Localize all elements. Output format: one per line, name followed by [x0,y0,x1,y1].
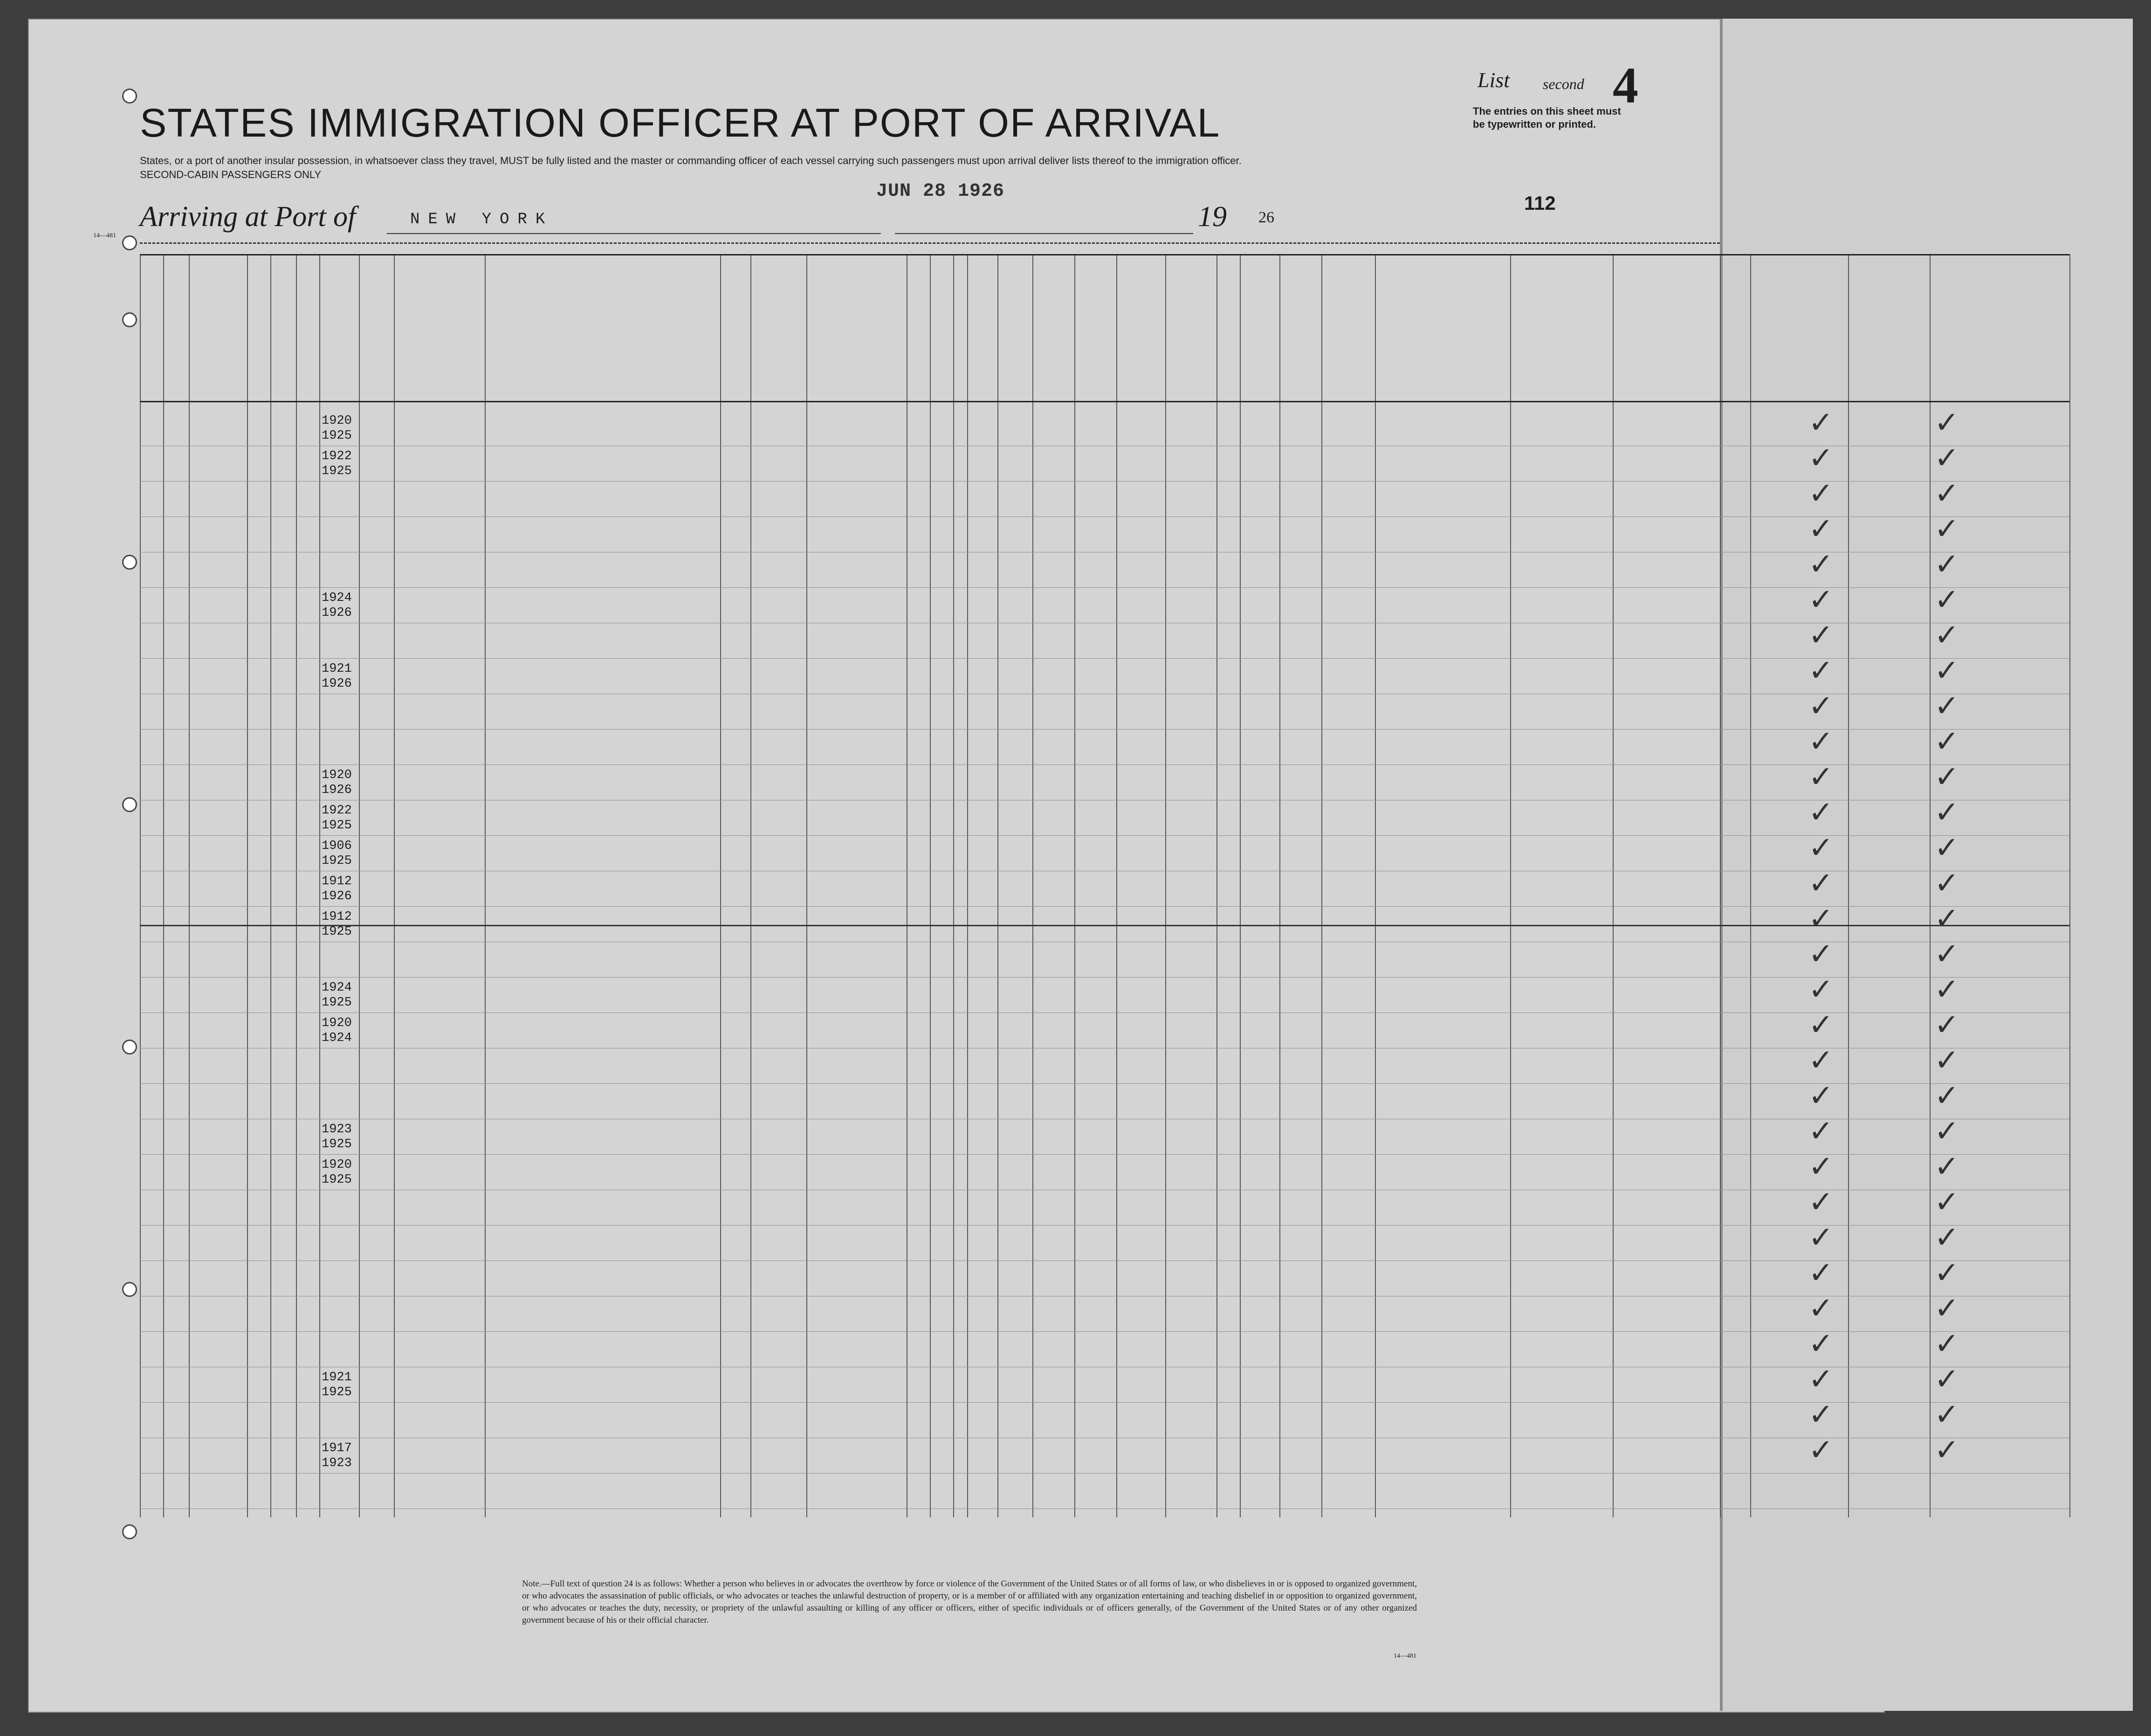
check-mark: ✓ [1808,689,1834,723]
check-mark: ✓ [1934,1220,1959,1255]
check-mark: ✓ [1808,1291,1834,1326]
check-mark: ✓ [1808,866,1834,901]
list-label: List [1478,68,1510,92]
check-mark: ✓ [1808,1362,1834,1397]
check-mark: ✓ [1808,1433,1834,1467]
entries-note [1473,105,1621,131]
check-mark: ✓ [1934,937,1959,971]
visa-sheet [1720,19,2133,1711]
row-rule [140,835,2069,836]
row-rule [140,481,2069,482]
column-divider [720,254,721,1517]
punch-hole [122,1040,137,1054]
entries-line: The entries on this sheet must [1473,105,1621,117]
header-dash [140,242,1720,244]
row-year: 1925 [322,1173,352,1187]
row-year: 1912 [322,910,352,924]
instruction-line: States, or a port of another insular possession, in whatsoever class they travel, MUST be fully listed and the master or commanding officer of each vessel carrying such passengers must upon arrival deliver lists thereof to the immigration officer. [140,155,1242,166]
year-label: 19 [1198,201,1227,233]
check-mark: ✓ [1808,441,1834,475]
check-mark: ✓ [1808,937,1834,971]
check-mark: ✓ [1934,1327,1959,1361]
row-year: 1924 [322,591,352,605]
check-mark: ✓ [1808,512,1834,546]
column-divider [1074,254,1075,1517]
column-divider [930,254,931,1517]
row-year: 1920 [322,414,352,428]
row-year: 1925 [322,925,352,939]
column-divider [1240,254,1241,1517]
date-underline [895,233,1193,234]
row-year: 1925 [322,819,352,833]
arriving-label: Arriving at Port of [140,201,356,233]
row-year: 1926 [322,783,352,797]
check-mark: ✓ [1934,406,1959,440]
column-divider [967,254,968,1517]
check-mark: ✓ [1808,406,1834,440]
struck-line [140,925,2069,926]
check-mark: ✓ [1808,1327,1834,1361]
row-year: 1906 [322,839,352,853]
column-divider [953,254,954,1517]
punch-hole [122,1282,137,1297]
check-mark: ✓ [1808,654,1834,688]
column-divider [1375,254,1376,1517]
page-number: 112 [1524,192,1556,214]
check-mark: ✓ [1808,1043,1834,1078]
check-mark: ✓ [1934,724,1959,759]
check-mark: ✓ [1934,1114,1959,1149]
check-mark: ✓ [1934,512,1959,546]
row-rule [140,1331,2069,1332]
check-mark: ✓ [1808,1114,1834,1149]
row-year: 1926 [322,606,352,620]
check-mark: ✓ [1808,476,1834,511]
column-divider [1750,254,1751,1517]
row-year: 1926 [322,677,352,691]
entries-line: be typewritten or printed. [1473,118,1596,130]
row-year: 1924 [322,1031,352,1045]
punch-hole [122,555,137,570]
check-mark: ✓ [1808,1185,1834,1219]
list-number: 4 [1613,57,1638,114]
punch-hole [122,1524,137,1539]
row-year: 1925 [322,464,352,478]
page-title: STATES IMMIGRATION OFFICER AT PORT OF ARRIVAL [140,101,1221,145]
column-divider [1321,254,1322,1517]
column-divider [270,254,271,1517]
row-rule [140,1473,2069,1474]
check-mark: ✓ [1934,618,1959,653]
column-divider [163,254,164,1517]
column-divider [189,254,190,1517]
cabin-class: SECOND-CABIN PASSENGERS ONLY [140,169,322,180]
column-divider [1116,254,1117,1517]
date-stamp: JUN 28 1926 [876,181,1005,202]
port-underline [387,233,881,234]
list-value: second [1543,76,1584,92]
row-year: 1925 [322,1385,352,1399]
column-divider [319,254,320,1517]
check-mark: ✓ [1808,760,1834,794]
column-divider [1165,254,1166,1517]
check-mark: ✓ [1934,583,1959,617]
check-mark: ✓ [1808,1256,1834,1290]
row-year: 1920 [322,1158,352,1172]
row-rule [140,1083,2069,1084]
row-year: 1925 [322,1137,352,1151]
check-mark: ✓ [1808,1079,1834,1113]
check-mark: ✓ [1934,1185,1959,1219]
column-divider [2069,254,2070,1517]
column-divider [997,254,998,1517]
row-year: 1921 [322,1371,352,1385]
column-divider [359,254,360,1517]
year-value: 26 [1258,209,1274,226]
punch-hole [122,89,137,103]
header-bottom-rule [140,401,2069,402]
column-divider [140,254,141,1517]
column-divider [750,254,751,1517]
check-mark: ✓ [1808,1398,1834,1432]
row-year: 1917 [322,1441,352,1455]
row-rule [140,587,2069,588]
row-rule [140,729,2069,730]
check-mark: ✓ [1934,654,1959,688]
row-year: 1926 [322,889,352,903]
check-mark: ✓ [1934,441,1959,475]
check-mark: ✓ [1808,795,1834,830]
row-rule [140,658,2069,659]
column-divider [485,254,486,1517]
check-mark: ✓ [1934,1291,1959,1326]
check-mark: ✓ [1934,902,1959,936]
check-mark: ✓ [1808,724,1834,759]
port-value: NEW YORK [410,211,554,228]
row-year: 1923 [322,1456,352,1470]
row-year: 1912 [322,875,352,889]
check-mark: ✓ [1934,972,1959,1007]
header-instructions [140,154,1242,182]
check-mark: ✓ [1808,1008,1834,1042]
row-year: 1920 [322,1016,352,1030]
check-mark: ✓ [1934,1008,1959,1042]
check-mark: ✓ [1808,972,1834,1007]
column-divider [1930,254,1931,1517]
column-divider [806,254,807,1517]
row-rule [140,1402,2069,1403]
check-mark: ✓ [1934,1150,1959,1184]
check-mark: ✓ [1808,547,1834,582]
row-year: 1921 [322,662,352,676]
check-mark: ✓ [1934,866,1959,901]
row-rule [140,1154,2069,1155]
row-year: 1925 [322,429,352,443]
footer-form-code: 14—481 [1394,1653,1416,1660]
check-mark: ✓ [1934,689,1959,723]
row-year: 1925 [322,854,352,868]
column-divider [1279,254,1280,1517]
check-mark: ✓ [1934,760,1959,794]
header-rule [140,254,2069,255]
check-mark: ✓ [1808,618,1834,653]
column-divider [296,254,297,1517]
column-divider [247,254,248,1517]
check-mark: ✓ [1934,795,1959,830]
check-mark: ✓ [1808,831,1834,865]
row-rule [140,977,2069,978]
punch-hole [122,797,137,812]
row-rule [140,1225,2069,1226]
row-year: 1924 [322,981,352,995]
check-mark: ✓ [1808,583,1834,617]
column-divider [1848,254,1849,1517]
row-year: 1923 [322,1123,352,1137]
column-divider [1216,254,1217,1517]
column-divider [394,254,395,1517]
check-mark: ✓ [1808,1150,1834,1184]
check-mark: ✓ [1934,1362,1959,1397]
check-mark: ✓ [1934,831,1959,865]
column-divider [1613,254,1614,1517]
footnote: Note.—Full text of question 24 is as follows: Whether a person who believes in or advocates the overthrow by force or violence of the Government of the United States or of all forms of law, or who disbelieves in or is opposed to organized government, or who advocates the assassination of public officials, or who advocates or teaches the unlawful destruction of property, or is a member of or affiliated with any organization entertaining and teaching disbelief in or opposition to organized government, or who advocates or teaches the duty, necessity, or propriety of the unlawful assaulting or killing of any officer or officers, either of specific individuals or of officers generally, of the Government of the United States or of any other organized government because of his or their official character. [522,1579,1417,1625]
check-mark: ✓ [1808,902,1834,936]
check-mark: ✓ [1934,476,1959,511]
check-mark: ✓ [1934,547,1959,582]
column-divider [1720,254,1721,1517]
punch-hole [122,312,137,327]
column-divider [1510,254,1511,1517]
check-mark: ✓ [1934,1398,1959,1432]
row-year: 1925 [322,996,352,1010]
check-mark: ✓ [1934,1079,1959,1113]
punch-hole [122,235,137,250]
check-mark: ✓ [1934,1433,1959,1467]
check-mark: ✓ [1934,1256,1959,1290]
row-year: 1920 [322,768,352,782]
row-year: 1922 [322,449,352,463]
manifest-sheet [28,19,1885,1713]
row-year: 1922 [322,804,352,818]
check-mark: ✓ [1934,1043,1959,1078]
form-code: 14—481 [93,232,116,239]
column-divider [1032,254,1033,1517]
row-rule [140,906,2069,907]
check-mark: ✓ [1808,1220,1834,1255]
